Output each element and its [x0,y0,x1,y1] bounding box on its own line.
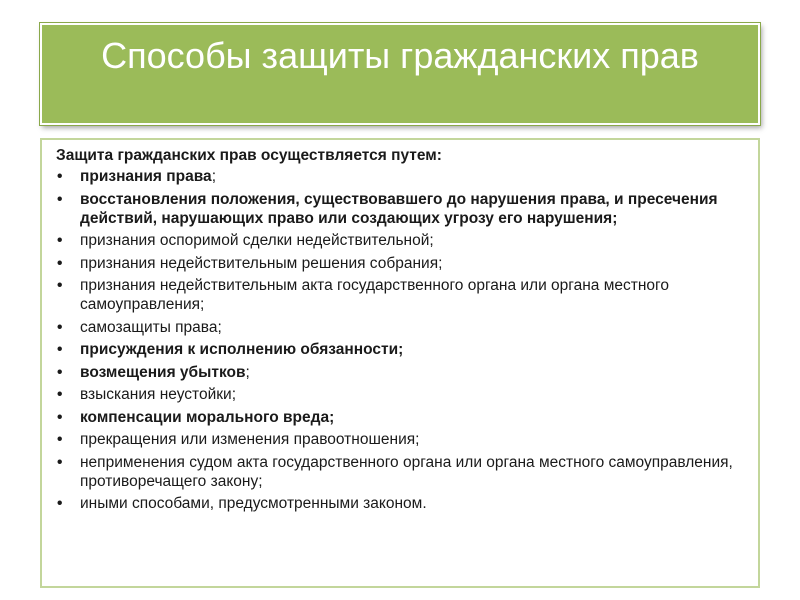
list-item [56,167,746,186]
list-item [56,430,746,449]
bullet-icon: • [57,386,63,403]
list-item-text: прекращения или изменения правоотношения; [80,431,420,448]
list-item-suffix: ; [211,168,216,185]
list-item [56,231,746,250]
list-item-suffix: ; [245,363,250,381]
list-item [56,453,746,491]
slide-title: Способы защиты гражданских прав [101,35,699,76]
intro-text: Защита гражданских прав осуществляется путем: [56,147,442,164]
bullet-icon: • [57,190,63,208]
bullet-icon: • [57,232,63,249]
list-item [56,318,746,337]
bullet-icon: • [57,363,63,381]
list-item [56,494,746,513]
remedies-list [56,167,746,513]
list-item-text: компенсации морального вреда; [80,408,335,426]
bullet-icon: • [57,408,63,426]
list-item-text: иными способами, предусмотренными законом. [80,495,427,512]
list-item [56,254,746,273]
bullet-icon: • [57,431,63,448]
list-item-text: восстановления положения, существовавшего до нарушения права, и пресечения действий, нарушающих право или создающих угрозу его нарушения; [80,190,718,227]
list-item [56,385,746,404]
list-item-text: самозащиты права; [80,318,222,336]
list-item-text: неприменения судом акта государственного органа или органа местного самоуправления, противоречащего закону; [80,453,733,490]
list-item-text: признания оспоримой сделки недействительной; [80,232,434,249]
bullet-icon: • [57,277,63,294]
list-item [56,363,746,382]
list-item [56,276,746,314]
bullet-icon: • [57,254,63,272]
content-panel [40,138,760,588]
list-item [56,190,746,228]
bullet-icon: • [57,495,63,512]
list-item [56,408,746,427]
list-item-text: возмещения убытков [80,363,246,381]
slide-title-banner [40,23,760,125]
list-item-text: признания права [80,168,212,185]
list-item [56,340,746,359]
list-item-text: присуждения к исполнению обязанности; [80,341,404,358]
bullet-icon: • [57,318,63,336]
bullet-icon: • [57,168,63,185]
list-item-text: признания недействительным решения собрания; [80,254,443,272]
list-item-text: взыскания неустойки; [80,386,236,403]
bullet-icon: • [57,453,63,471]
bullet-icon: • [57,341,63,358]
list-item-text: признания недействительным акта государственного органа или органа местного самоуправления; [80,277,669,313]
